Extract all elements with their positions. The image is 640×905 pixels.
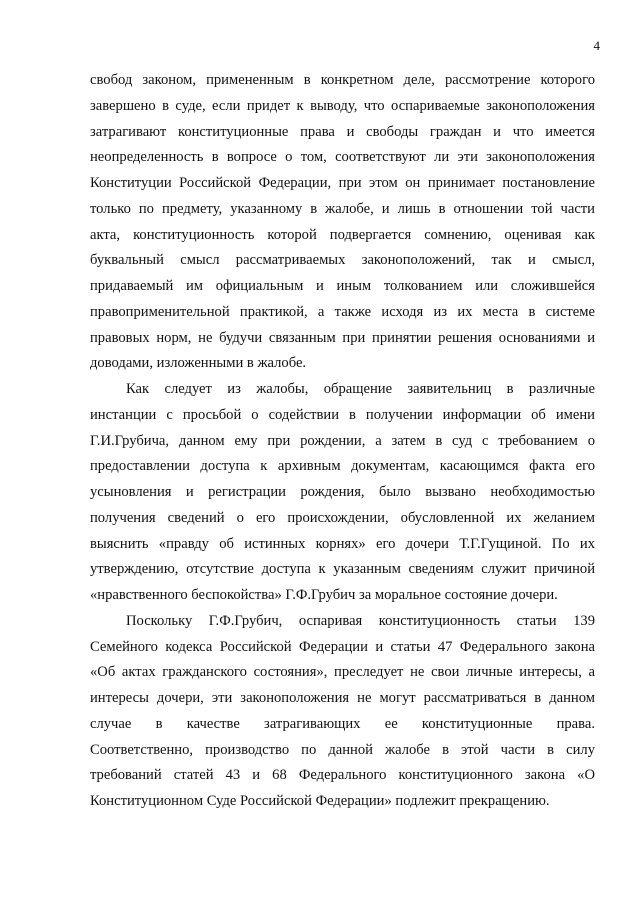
paragraph-3	[90, 609, 595, 815]
paragraph-2	[90, 377, 595, 609]
text-line: Г.И.Грубича, данном ему при рождении, а затем в суд с требованием о	[90, 432, 595, 449]
text-line: «нравственного беспокойства» Г.Ф.Грубич за моральное состояние дочери.	[90, 587, 558, 603]
text-line: Поскольку Г.Ф.Грубич, оспаривая конституционность статьи 139	[126, 612, 595, 629]
text-line: правовых норм, не будучи связанным при принятии решения основаниями и	[90, 329, 595, 346]
text-line: предоставлении доступа к архивным документам, касающимся факта его	[90, 458, 595, 475]
text-line: Конституции Российской Федерации, при этом он принимает постановление	[90, 175, 595, 191]
text-line: утверждению, отсутствие доступа к указанным сведениям служит причиной	[90, 561, 595, 578]
text-line: Конституционном Суде Российской Федерации» подлежит прекращению.	[90, 793, 550, 809]
text-line: выяснить «правду об истинных корнях» его дочери Т.Г.Гущиной. По их	[90, 535, 595, 552]
text-line: «Об актах гражданского состояния», преследует не свои личные интересы, а	[90, 664, 595, 681]
text-line: Семейного кодекса Российской Федерации и статьи 47 Федерального закона	[90, 638, 595, 655]
text-line: придаваемый им официальным и иным толкованием или сложившейся	[90, 278, 595, 294]
text-line: затрагивают конституционные права и свободы граждан и что имеется	[90, 123, 595, 140]
text-line: свобод законом, примененным в конкретном деле, рассмотрение которого	[90, 72, 595, 88]
text-line: интересы дочери, эти законоположения не могут рассматриваться в данном	[90, 690, 595, 706]
page-number: 4	[593, 38, 600, 53]
text-line: буквальный смысл рассматриваемых законоположений, так и смысл,	[90, 252, 595, 269]
text-line: Как следует из жалобы, обращение заявительниц в различные	[126, 381, 595, 397]
text-line: получения сведений о его происхождении, обусловленной их желанием	[90, 509, 595, 526]
text-line: акта, конституционность которой подвергается сомнению, оценивая как	[90, 226, 595, 243]
text-line: случае в качестве затрагивающих ее конституционные права.	[90, 715, 595, 732]
text-line: только по предмету, указанному в жалобе, и лишь в отношении той части	[90, 200, 595, 217]
text-line: Соответственно, производство по данной жалобе в этой части в силу	[90, 741, 595, 758]
text-line: инстанции с просьбой о содействии в получении информации об имени	[90, 406, 595, 423]
text-line: доводами, изложенными в жалобе.	[90, 355, 307, 372]
paragraph-1	[90, 68, 595, 377]
text-line: неопределенность в вопросе о том, соответствуют ли эти законоположения	[90, 149, 595, 166]
text-line: завершено в суде, если придет к выводу, что оспариваемые законоположения	[90, 97, 595, 114]
text-line: усыновления и регистрации рождения, было вызвано необходимостью	[90, 484, 595, 500]
document-body	[90, 68, 595, 815]
text-line: требований статей 43 и 68 Федерального конституционного закона «О	[90, 767, 595, 784]
text-line: правоприменительной практикой, а также исходя из их места в системе	[90, 303, 595, 320]
